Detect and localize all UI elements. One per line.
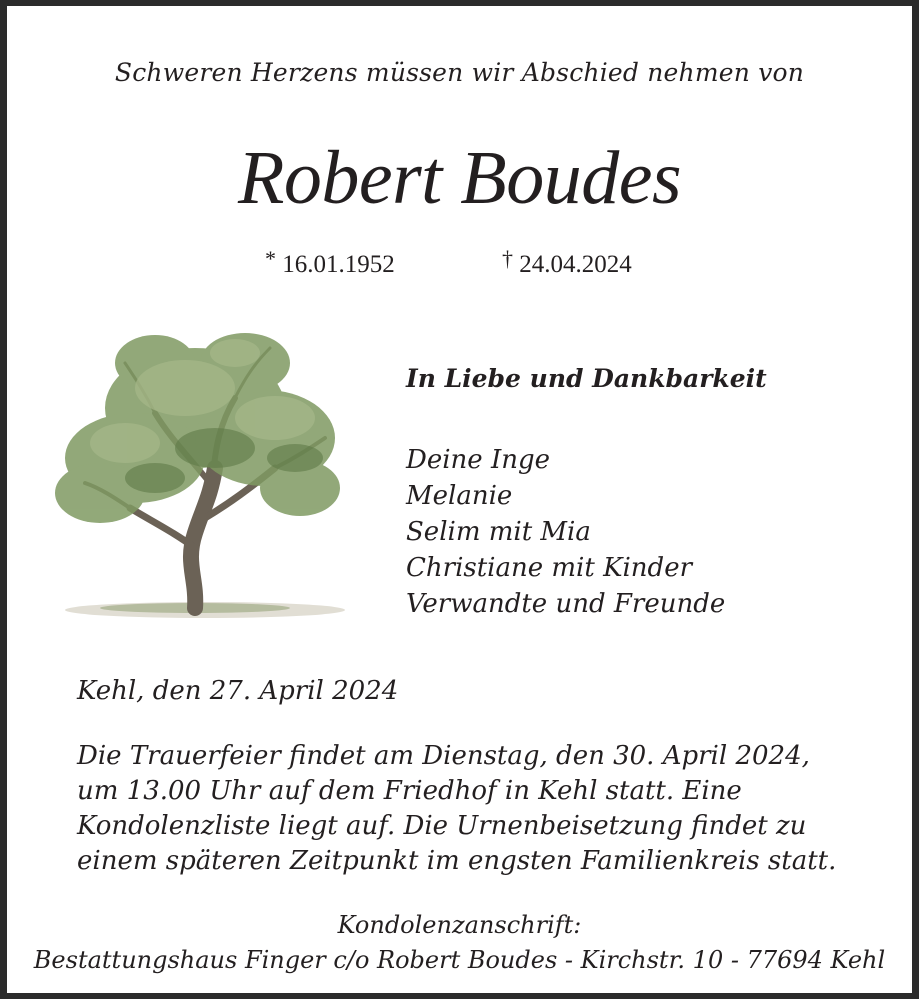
mourner-item: Christiane mit Kinder <box>406 553 693 583</box>
mourners-title: In Liebe und Dankbarkeit <box>406 364 767 393</box>
place-date: Kehl, den 27. April 2024 <box>77 676 399 706</box>
birth-date: 16.01.1952 <box>282 251 395 278</box>
mourner-item: Verwandte und Freunde <box>406 589 726 619</box>
ceremony-line: Kondolenzliste liegt auf. Die Urnenbeisetzung findet zu <box>77 811 807 841</box>
birth-symbol: * <box>265 246 276 271</box>
mourners-list <box>406 442 725 622</box>
death-symbol: † <box>502 246 513 271</box>
olive-tree-icon <box>45 318 350 633</box>
ceremony-paragraph <box>77 739 877 879</box>
condolence-address: Bestattungshaus Finger c/o Robert Boudes - Kirchstr. 10 - 77694 Kehl <box>33 946 886 974</box>
birth-date-line <box>265 246 395 279</box>
mourner-item: Deine Inge <box>406 445 550 475</box>
deceased-name: Robert Boudes <box>237 136 682 220</box>
death-date-line <box>502 246 632 279</box>
mourner-item: Selim mit Mia <box>406 517 591 547</box>
mourner-item: Melanie <box>406 481 513 511</box>
ceremony-line: um 13.00 Uhr auf dem Friedhof in Kehl statt. Eine <box>77 776 742 806</box>
ceremony-line: Die Trauerfeier findet am Dienstag, den 30. April 2024, <box>77 741 810 771</box>
intro-text: Schweren Herzens müssen wir Abschied nehmen von <box>114 58 805 87</box>
ceremony-line: einem späteren Zeitpunkt im engsten Familienkreis statt. <box>77 846 837 876</box>
condolence-label: Kondolenzanschrift: <box>337 911 582 939</box>
death-date: 24.04.2024 <box>519 251 632 278</box>
